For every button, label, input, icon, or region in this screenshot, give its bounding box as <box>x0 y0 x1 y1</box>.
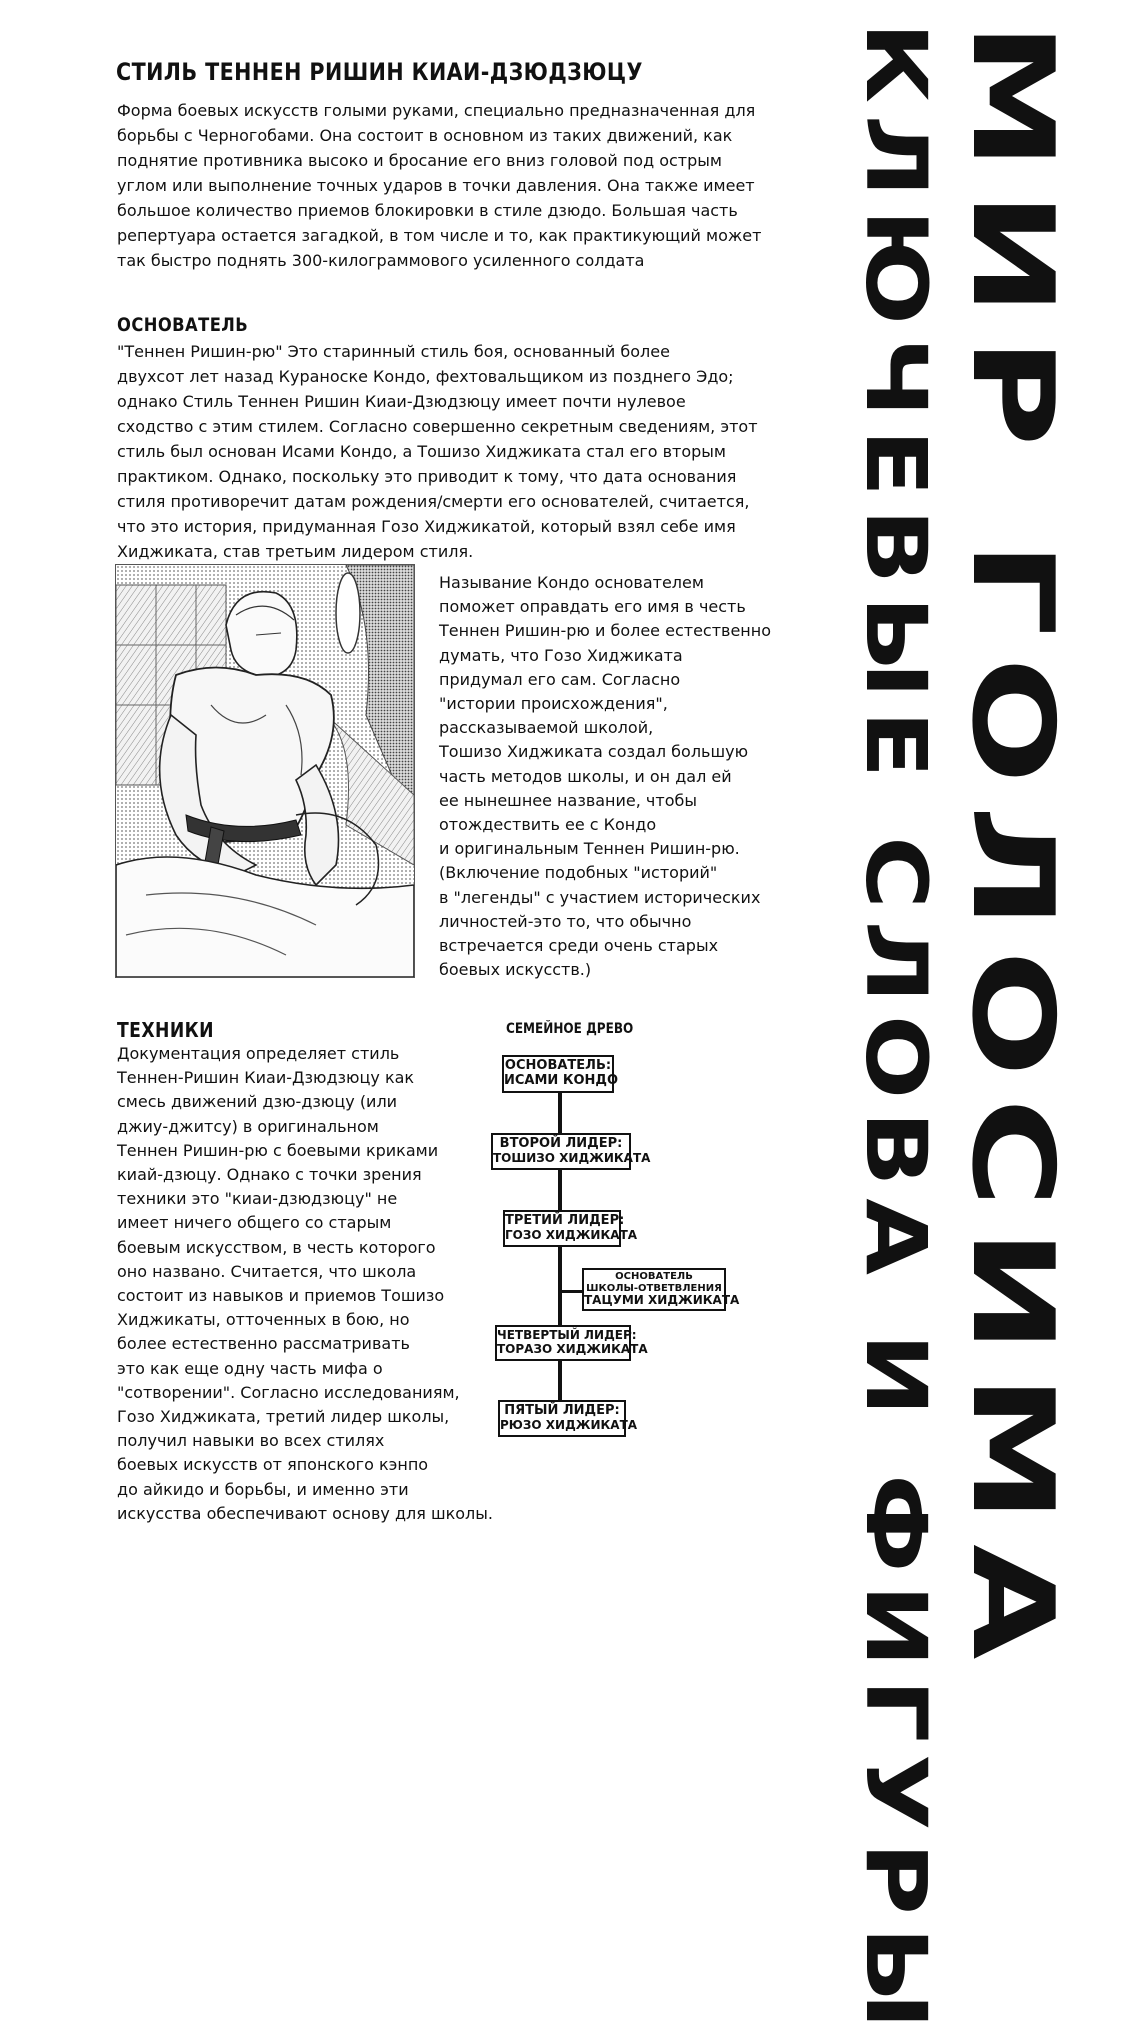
node-name: ИСАМИ КОНДО <box>504 1072 619 1088</box>
tree-node-fifth-leader <box>498 1400 638 1437</box>
text-line: Хиджикаты, отточенных в бою, но <box>117 1310 410 1330</box>
text-line: Гозо Хиджиката, третий лидер школы, <box>117 1407 450 1427</box>
node-role: ЧЕТВЕРТЫЙ ЛИДЕР: <box>497 1328 637 1342</box>
text-line: киай-дзюцу. Однако с точки зрения <box>117 1165 422 1185</box>
text-line: состоит из навыков и приемов Тошизо <box>117 1286 445 1306</box>
style-description <box>117 98 761 273</box>
text-line: Тошизо Хиджиката создал большую <box>439 742 749 762</box>
techniques-description <box>117 1042 493 1526</box>
text-line: боевых искусств.) <box>439 960 592 980</box>
text-line: (Включение подобных "историй" <box>439 863 718 883</box>
text-line: поможет оправдать его имя в честь <box>439 597 746 617</box>
family-tree-title: СЕМЕЙНОЕ ДРЕВО <box>506 1021 634 1037</box>
text-line: личностей-это то, что обычно <box>439 911 692 931</box>
text-line: оно названо. Считается, что школа <box>117 1261 417 1281</box>
text-line: поднятие противника высоко и бросание его вниз головой под острым <box>117 151 722 170</box>
tree-node-fourth-leader <box>495 1325 648 1361</box>
founder-heading: ОСНОВАТЕЛЬ <box>117 314 249 336</box>
vertical-title <box>947 22 1077 1681</box>
text-line: углом или выполнение точных ударов в точки давления. Она также имеет <box>117 176 755 195</box>
text-line: отождествить ее с Кондо <box>439 815 657 835</box>
text-line: до айкидо и борьбы, и именно эти <box>117 1479 409 1499</box>
text-line: боевым искусством, в честь которого <box>117 1237 436 1257</box>
text-line: техники это "киаи-дзюдзюцу" не <box>117 1189 398 1209</box>
text-line: стиль был основан Исами Кондо, а Тошизо Хиджиката стал его вторым <box>117 442 726 461</box>
node-role: ОСНОВАТЕЛЬ <box>615 1271 693 1282</box>
node-name: ТОШИЗО ХИДЖИКАТА <box>493 1150 651 1165</box>
node-name: ТАЦУМИ ХИДЖИКАТА <box>584 1293 740 1307</box>
text-line: "истории происхождения", <box>439 694 668 714</box>
text-line: джиу-джитсу) в оригинальном <box>117 1116 379 1136</box>
text-line: Теннен-Ришин Киаи-Дзюдзюцу как <box>117 1068 415 1088</box>
text-line: смесь движений дзю-дзюцу (или <box>117 1092 398 1112</box>
text-line: "Теннен Ришин-рю" Это старинный стиль боя, основанный более <box>117 342 670 361</box>
tree-node-branch-founder <box>582 1268 740 1311</box>
title-text: МИР ГОЛОСИМА <box>947 22 1077 1681</box>
text-line: часть методов школы, и он дал ей <box>439 766 732 786</box>
founder-side-note <box>439 571 771 982</box>
node-role: ВТОРОЙ ЛИДЕР: <box>499 1136 623 1151</box>
text-line: встречается среди очень старых <box>439 936 719 956</box>
text-line: Теннен Ришин-рю и более естественно <box>439 621 772 641</box>
text-line: придумал его сам. Согласно <box>439 669 681 689</box>
text-line: борьбы с Черногобами. Она состоит в основном из таких движений, как <box>117 126 733 145</box>
tree-node-founder <box>502 1055 619 1093</box>
text-line: это как еще одну часть мифа о <box>117 1358 383 1378</box>
text-line: Называние Кондо основателем <box>439 573 704 592</box>
node-role-2: ШКОЛЫ-ОТВЕТВЛЕНИЯ <box>586 1282 722 1294</box>
node-name: ГОЗО ХИДЖИКАТА <box>505 1227 638 1242</box>
text-line: рассказываемой школой, <box>439 718 654 738</box>
text-line: получил навыки во всех стилях <box>117 1431 385 1451</box>
manga-illustration <box>115 564 415 978</box>
text-line: что это история, придуманная Гозо Хиджикатой, который взял себе имя <box>117 517 736 536</box>
text-line: большое количество приемов блокировки в стиле дзюдо. Большая часть <box>117 201 738 220</box>
techniques-heading: ТЕХНИКИ <box>117 1018 215 1042</box>
founder-description <box>117 339 758 564</box>
node-name: ТОРАЗО ХИДЖИКАТА <box>497 1341 648 1356</box>
text-line: в "легенды" с участием исторических <box>439 887 761 907</box>
text-line: и оригинальным Теннен Ришин-рю. <box>439 839 740 859</box>
node-role: ОСНОВАТЕЛЬ: <box>504 1058 612 1073</box>
subtitle-text: КЛЮЧЕВЫЕ СЛОВА И ФИГУРЫ <box>847 22 945 2041</box>
text-line: Форма боевых искусств голыми руками, специально предназначенная для <box>117 101 756 120</box>
node-role: ТРЕТИЙ ЛИДЕР: <box>505 1213 625 1228</box>
style-heading: СТИЛЬ ТЕННЕН РИШИН КИАИ-ДЗЮДЗЮЦУ <box>116 58 643 86</box>
node-name: РЮЗО ХИДЖИКАТА <box>500 1417 638 1432</box>
text-line: более естественно рассматривать <box>117 1334 410 1354</box>
manga-panel-drawing <box>116 565 414 977</box>
text-line: двухсот лет назад Кураноске Кондо, фехтовальщиком из позднего Эдо; <box>117 367 734 386</box>
text-line: "сотворении". Согласно исследованиям, <box>117 1382 460 1402</box>
tree-node-second-leader <box>491 1133 651 1170</box>
text-line: так быстро поднять 300-килограммового усиленного солдата <box>117 251 645 270</box>
tree-branch-line <box>562 1290 582 1293</box>
family-tree <box>470 1015 750 1455</box>
text-line: репертуара остается загадкой, в том числе и то, как практикующий может <box>117 226 762 245</box>
text-line: однако Стиль Теннен Ришин Киаи-Дзюдзюцу имеет почти нулевое <box>117 392 686 411</box>
node-role: ПЯТЫЙ ЛИДЕР: <box>504 1403 620 1418</box>
text-line: боевых искусств от японского кэнпо <box>117 1455 429 1475</box>
text-line: сходство с этим стилем. Согласно совершенно секретным сведениям, этот <box>117 417 758 436</box>
text-line: Теннен Ришин-рю с боевыми криками <box>117 1140 439 1160</box>
tree-node-third-leader <box>503 1210 638 1247</box>
text-line: Документация определяет стиль <box>117 1044 400 1063</box>
text-line: практиком. Однако, поскольку это приводит к тому, что дата основания <box>117 467 737 486</box>
text-line: имеет ничего общего со старым <box>117 1213 392 1233</box>
text-line: думать, что Гозо Хиджиката <box>439 645 683 665</box>
text-line: стиля противоречит датам рождения/смерти его основателей, считается, <box>117 492 750 511</box>
text-line: искусства обеспечивают основу для школы. <box>117 1503 493 1523</box>
vertical-subtitle <box>846 22 946 2041</box>
text-line: ее нынешнее название, чтобы <box>439 790 697 810</box>
text-line: Хиджиката, став третьим лидером стиля. <box>117 542 474 561</box>
